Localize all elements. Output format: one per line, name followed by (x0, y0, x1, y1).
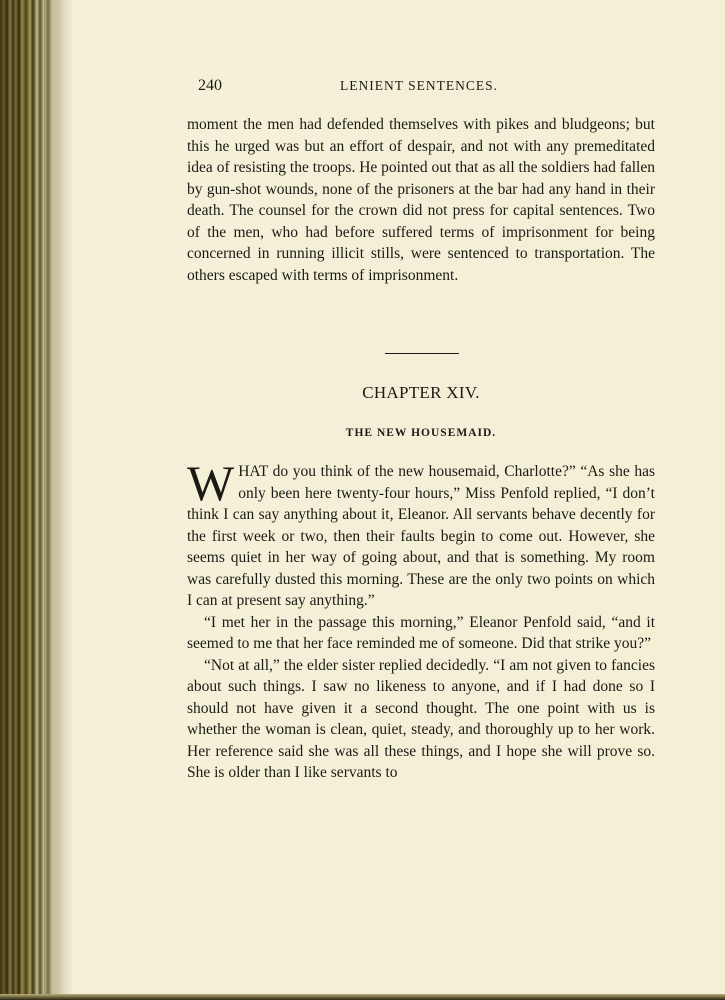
binding-shadow (44, 0, 74, 1000)
continued-paragraph: moment the men had defended themselves with pikes and bludgeons; but this he urged was but an effort of despair, and not with any premeditated idea of resisting the troops. He pointed out that as all the soldiers had fallen by gun-shot wounds, none of the prisoners at the bar had any hand in their death. The counsel for the crown did not press for capital sentences. Two of the men, who had before suffered terms of imprisonment for being concerned in running illicit stills, were sentenced to transportation. The others escaped with terms of imprisonment. (187, 116, 655, 284)
chapter-body (187, 455, 656, 784)
page-bottom-edge (0, 994, 725, 1000)
paragraph-2: “I met her in the passage this morning,” Eleanor Penfold said, “and it seemed to me that her face reminded me of someone. Did that strike you?” (187, 613, 655, 652)
paragraph-1: “As she has only been here twenty-four hours,” Miss Penfold replied, “I don’t think I can say anything about it, Eleanor. All servants behave decently for the first week or two, then their faults begin to come out. However, she seems quiet in her way of going about, and that is something. My room was carefully dusted this morning. These are the only two points on which I can at present say anything.” (187, 463, 656, 609)
paragraph-3: “Not at all,” the elder sister replied decidedly. “I am not given to fancies about such things. I saw no likeness to anyone, and if I had done so I should not have given it a second thought. The one point with us is whether the woman is clean, quiet, steady, and thoroughly up to her work. Her reference said she was all these things, and I hope she will prove so. She is older than I like servants to (187, 656, 655, 781)
section-divider (385, 353, 459, 354)
running-head (187, 77, 655, 99)
drop-cap: W (187, 455, 235, 511)
chapter-heading: CHAPTER XIV. (362, 383, 480, 402)
running-title: LENIENT SENTENCES. (340, 78, 498, 93)
chapter-title: THE NEW HOUSEMAID. (345, 427, 497, 439)
page-number: 240 (198, 77, 222, 94)
chapter-opening-paragraph (187, 455, 656, 612)
opening-line: HAT do you think of the new housemaid, Charlotte?” (238, 463, 576, 480)
